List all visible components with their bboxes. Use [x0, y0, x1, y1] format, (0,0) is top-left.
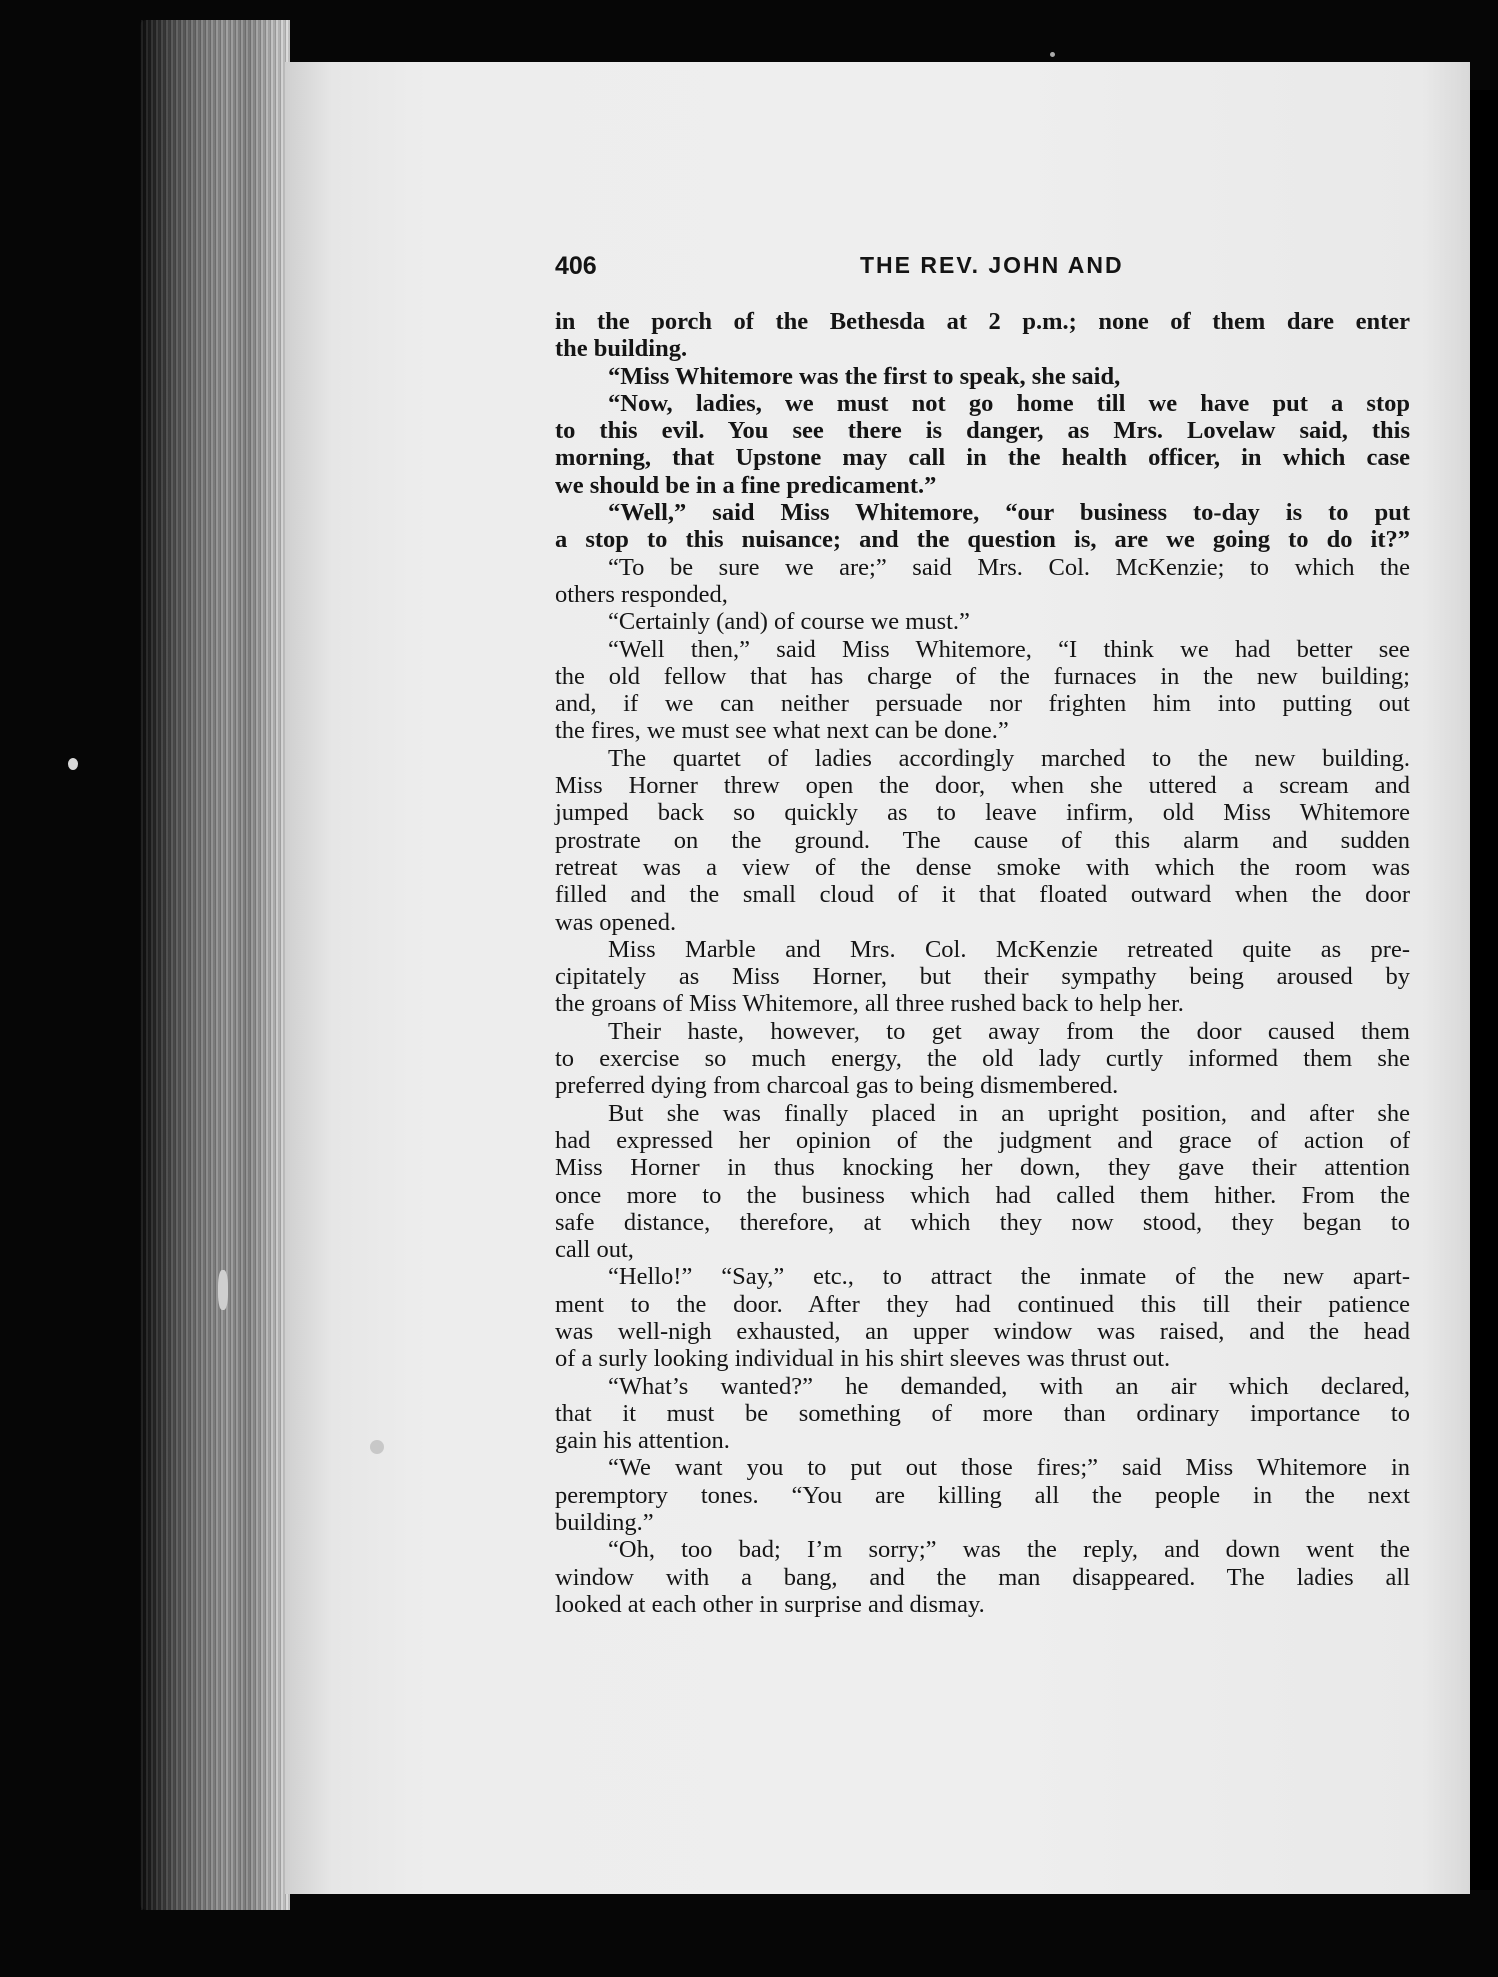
text-line: gain his attention.: [555, 1427, 730, 1455]
text-line: “Oh, too bad; I’m sorry;” was the reply, and down went the: [608, 1536, 1410, 1564]
text-line: that it must be something of more than ordinary importance to: [555, 1399, 1410, 1427]
text-line: prostrate on the ground. The cause of this alarm and sudden: [555, 826, 1410, 854]
text-line: “Miss Whitemore was the first to speak, she said,: [608, 362, 1121, 390]
body-text: [555, 308, 1410, 1618]
text-line: Miss Marble and Mrs. Col. McKenzie retreated quite as pre-: [608, 935, 1410, 963]
text-line: ment to the door. After they had continued this till their patience: [555, 1290, 1410, 1318]
text-line: “Now, ladies, we must not go home till we have put a stop: [608, 389, 1410, 417]
text-line: looked at each other in surprise and dismay.: [555, 1590, 985, 1618]
text-line: peremptory tones. “You are killing all the people in the next: [555, 1481, 1410, 1509]
text-line: “What’s wanted?” he demanded, with an air which declared,: [608, 1372, 1410, 1400]
text-line: the old fellow that has charge of the furnaces in the new building;: [555, 662, 1410, 690]
text-line: “We want you to put out those fires;” said Miss Whitemore in: [608, 1454, 1410, 1482]
text-line: Miss Horner threw open the door, when she uttered a scream and: [555, 772, 1410, 800]
text-line: in the porch of the Bethesda at 2 p.m.; none of them dare enter: [555, 308, 1410, 335]
text-line: to this evil. You see there is danger, as Mrs. Lovelaw said, this: [555, 417, 1410, 445]
book-spine: [140, 20, 290, 1910]
text-line: safe distance, therefore, at which they now stood, they began to: [555, 1208, 1410, 1236]
text-line: “Certainly (and) of course we must.”: [608, 608, 970, 636]
dust-speck: [370, 1440, 384, 1454]
dust-speck: [1050, 52, 1055, 57]
text-line: was opened.: [555, 908, 677, 936]
text-line: Miss Horner in thus knocking her down, they gave their attention: [555, 1154, 1410, 1182]
text-line: The quartet of ladies accordingly marched to the new building.: [608, 744, 1410, 772]
page-header: [555, 252, 1415, 292]
running-head: THE REV. JOHN AND: [860, 252, 1124, 278]
text-line: once more to the business which had called them hither. From the: [555, 1181, 1410, 1209]
text-line: But she was finally placed in an upright position, and after she: [608, 1099, 1410, 1127]
text-line: was well-nigh exhausted, an upper window was raised, and the head: [555, 1317, 1410, 1345]
text-line: Their haste, however, to get away from the door caused them: [608, 1017, 1410, 1045]
text-line: and, if we can neither persuade nor frighten him into putting out: [555, 690, 1410, 718]
page-number: 406: [555, 252, 597, 280]
text-line: the fires, we must see what next can be done.”: [555, 717, 1009, 745]
text-line: of a surly looking individual in his shirt sleeves was thrust out.: [555, 1345, 1171, 1373]
text-line: had expressed her opinion of the judgment and grace of action of: [555, 1126, 1410, 1154]
scan-border: [1470, 90, 1498, 1890]
text-line: “To be sure we are;” said Mrs. Col. McKenzie; to which the: [608, 553, 1410, 581]
text-line: “Hello!” “Say,” etc., to attract the inmate of the new apart-: [608, 1263, 1410, 1291]
text-line: morning, that Upstone may call in the health officer, in which case: [555, 444, 1410, 472]
text-line: window with a bang, and the man disappeared. The ladies all: [555, 1563, 1410, 1591]
text-line: cipitately as Miss Horner, but their sympathy being aroused by: [555, 963, 1410, 991]
dust-speck: [218, 1270, 228, 1310]
text-line: we should be in a fine predicament.”: [555, 471, 937, 499]
text-line: the groans of Miss Whitemore, all three rushed back to help her.: [555, 990, 1184, 1018]
text-line: “Well then,” said Miss Whitemore, “I think we had better see: [608, 635, 1410, 663]
text-line: retreat was a view of the dense smoke with which the room was: [555, 853, 1410, 881]
text-line: jumped back so quickly as to leave infirm, old Miss Whitemore: [555, 799, 1410, 827]
text-line: a stop to this nuisance; and the question is, are we going to do it?”: [555, 526, 1410, 554]
text-line: building.”: [555, 1509, 654, 1537]
text-line: preferred dying from charcoal gas to being dismembered.: [555, 1072, 1119, 1100]
text-line: the building.: [555, 335, 688, 363]
text-line: “Well,” said Miss Whitemore, “our business to-day is to put: [608, 499, 1410, 527]
text-line: others responded,: [555, 580, 728, 608]
text-line: filled and the small cloud of it that floated outward when the door: [555, 881, 1410, 909]
dust-speck: [68, 758, 78, 770]
text-line: call out,: [555, 1236, 634, 1264]
text-line: to exercise so much energy, the old lady curtly informed them she: [555, 1045, 1410, 1073]
